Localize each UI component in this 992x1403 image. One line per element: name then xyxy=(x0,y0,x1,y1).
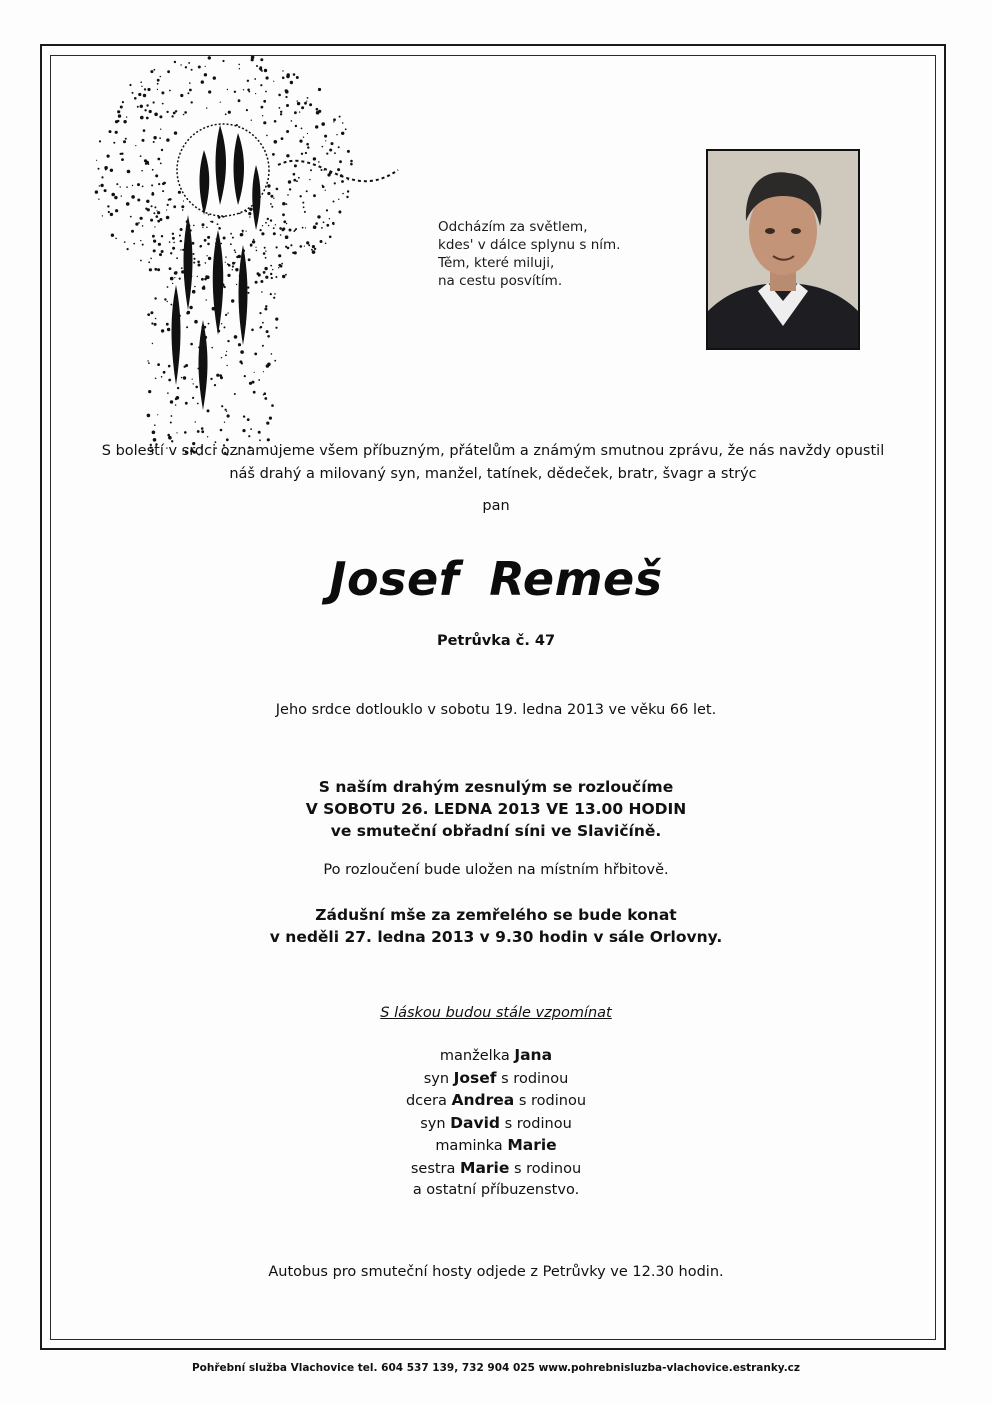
relation: syn xyxy=(423,1070,454,1087)
suffix: s rodinou xyxy=(496,1070,569,1087)
salutation: pan xyxy=(482,498,510,514)
mourner-name: Marie xyxy=(507,1136,557,1154)
footer: Pohřební služba Vlachovice tel. 604 537 139, 732 904 025 www.pohrebnisluzba-vlachovice.estranky.cz xyxy=(191,1362,801,1374)
farewell-line: S naším drahým zesnulým se rozloučíme xyxy=(318,778,674,796)
mourner-line xyxy=(0,1045,992,1068)
portrait-photo xyxy=(706,149,860,350)
mourners-list xyxy=(0,1045,992,1202)
announcement-line-2: náš drahý a milovaný syn, manžel, tatínek, dědeček, bratr, švagr a strýc xyxy=(229,466,757,482)
death-notice: Jeho srdce dotlouklo v sobotu 19. ledna 2013 ve věku 66 let. xyxy=(275,702,717,718)
mourner-line xyxy=(0,1090,992,1113)
deceased-name xyxy=(0,552,992,606)
announcement xyxy=(90,440,896,486)
relation: syn xyxy=(420,1115,451,1132)
suffix: s rodinou xyxy=(500,1115,572,1132)
relation: maminka xyxy=(435,1138,508,1154)
last-name: Remeš xyxy=(489,552,663,606)
mourner-line xyxy=(0,1135,992,1158)
mourner-name: David xyxy=(450,1113,500,1132)
mourners-heading: S láskou budou stále vzpomínat xyxy=(380,1005,612,1021)
verse-line: kdes' v dálce splynu s ním. xyxy=(438,237,621,253)
verse-line: Odcházím za světlem, xyxy=(438,219,588,235)
suffix: s rodinou xyxy=(514,1093,587,1109)
mourner-name: Josef xyxy=(453,1068,497,1087)
mass-info xyxy=(0,904,992,948)
relation: manželka xyxy=(439,1048,515,1064)
verse xyxy=(438,218,668,290)
first-name: Josef xyxy=(329,552,460,606)
announcement-line-1: S bolestí v srdci oznamujeme všem příbuzným, přátelům a známým smutnou zprávu, že nás navždy opustil xyxy=(101,443,885,459)
mourner-line xyxy=(0,1068,992,1091)
verse-line: na cestu posvítím. xyxy=(438,273,563,289)
mourner-name: Jana xyxy=(514,1046,553,1064)
farewell-line: V SOBOTU 26. LEDNA 2013 VE 13.00 HODIN xyxy=(305,800,687,818)
burial-info: Po rozloučení bude uložen na místním hřbitově. xyxy=(323,862,669,878)
mourner-line xyxy=(0,1113,992,1136)
farewell-line: ve smuteční obřadní síni ve Slavičíně. xyxy=(330,822,662,840)
mourner-line xyxy=(0,1158,992,1181)
candles-moon-icon xyxy=(78,55,458,475)
portrait-icon xyxy=(708,151,858,348)
relation: dcera xyxy=(405,1093,452,1109)
farewell-info xyxy=(0,776,992,842)
mourner-line xyxy=(0,1180,992,1202)
verse-line: Těm, které miluji, xyxy=(438,255,555,271)
mass-line: v neděli 27. ledna 2013 v 9.30 hodin v sále Orlovny. xyxy=(269,928,723,946)
bus-info: Autobus pro smuteční hosty odjede z Petrůvky ve 12.30 hodin. xyxy=(268,1264,724,1280)
suffix: s rodinou xyxy=(509,1160,582,1177)
relation: a ostatní příbuzenstvo. xyxy=(412,1182,580,1198)
relation: sestra xyxy=(410,1160,461,1177)
mourner-name: Marie xyxy=(460,1158,510,1177)
mass-line: Zádušní mše za zemřelého se bude konat xyxy=(315,906,677,924)
address: Petrůvka č. 47 xyxy=(436,633,556,649)
mourner-name: Andrea xyxy=(451,1091,515,1109)
